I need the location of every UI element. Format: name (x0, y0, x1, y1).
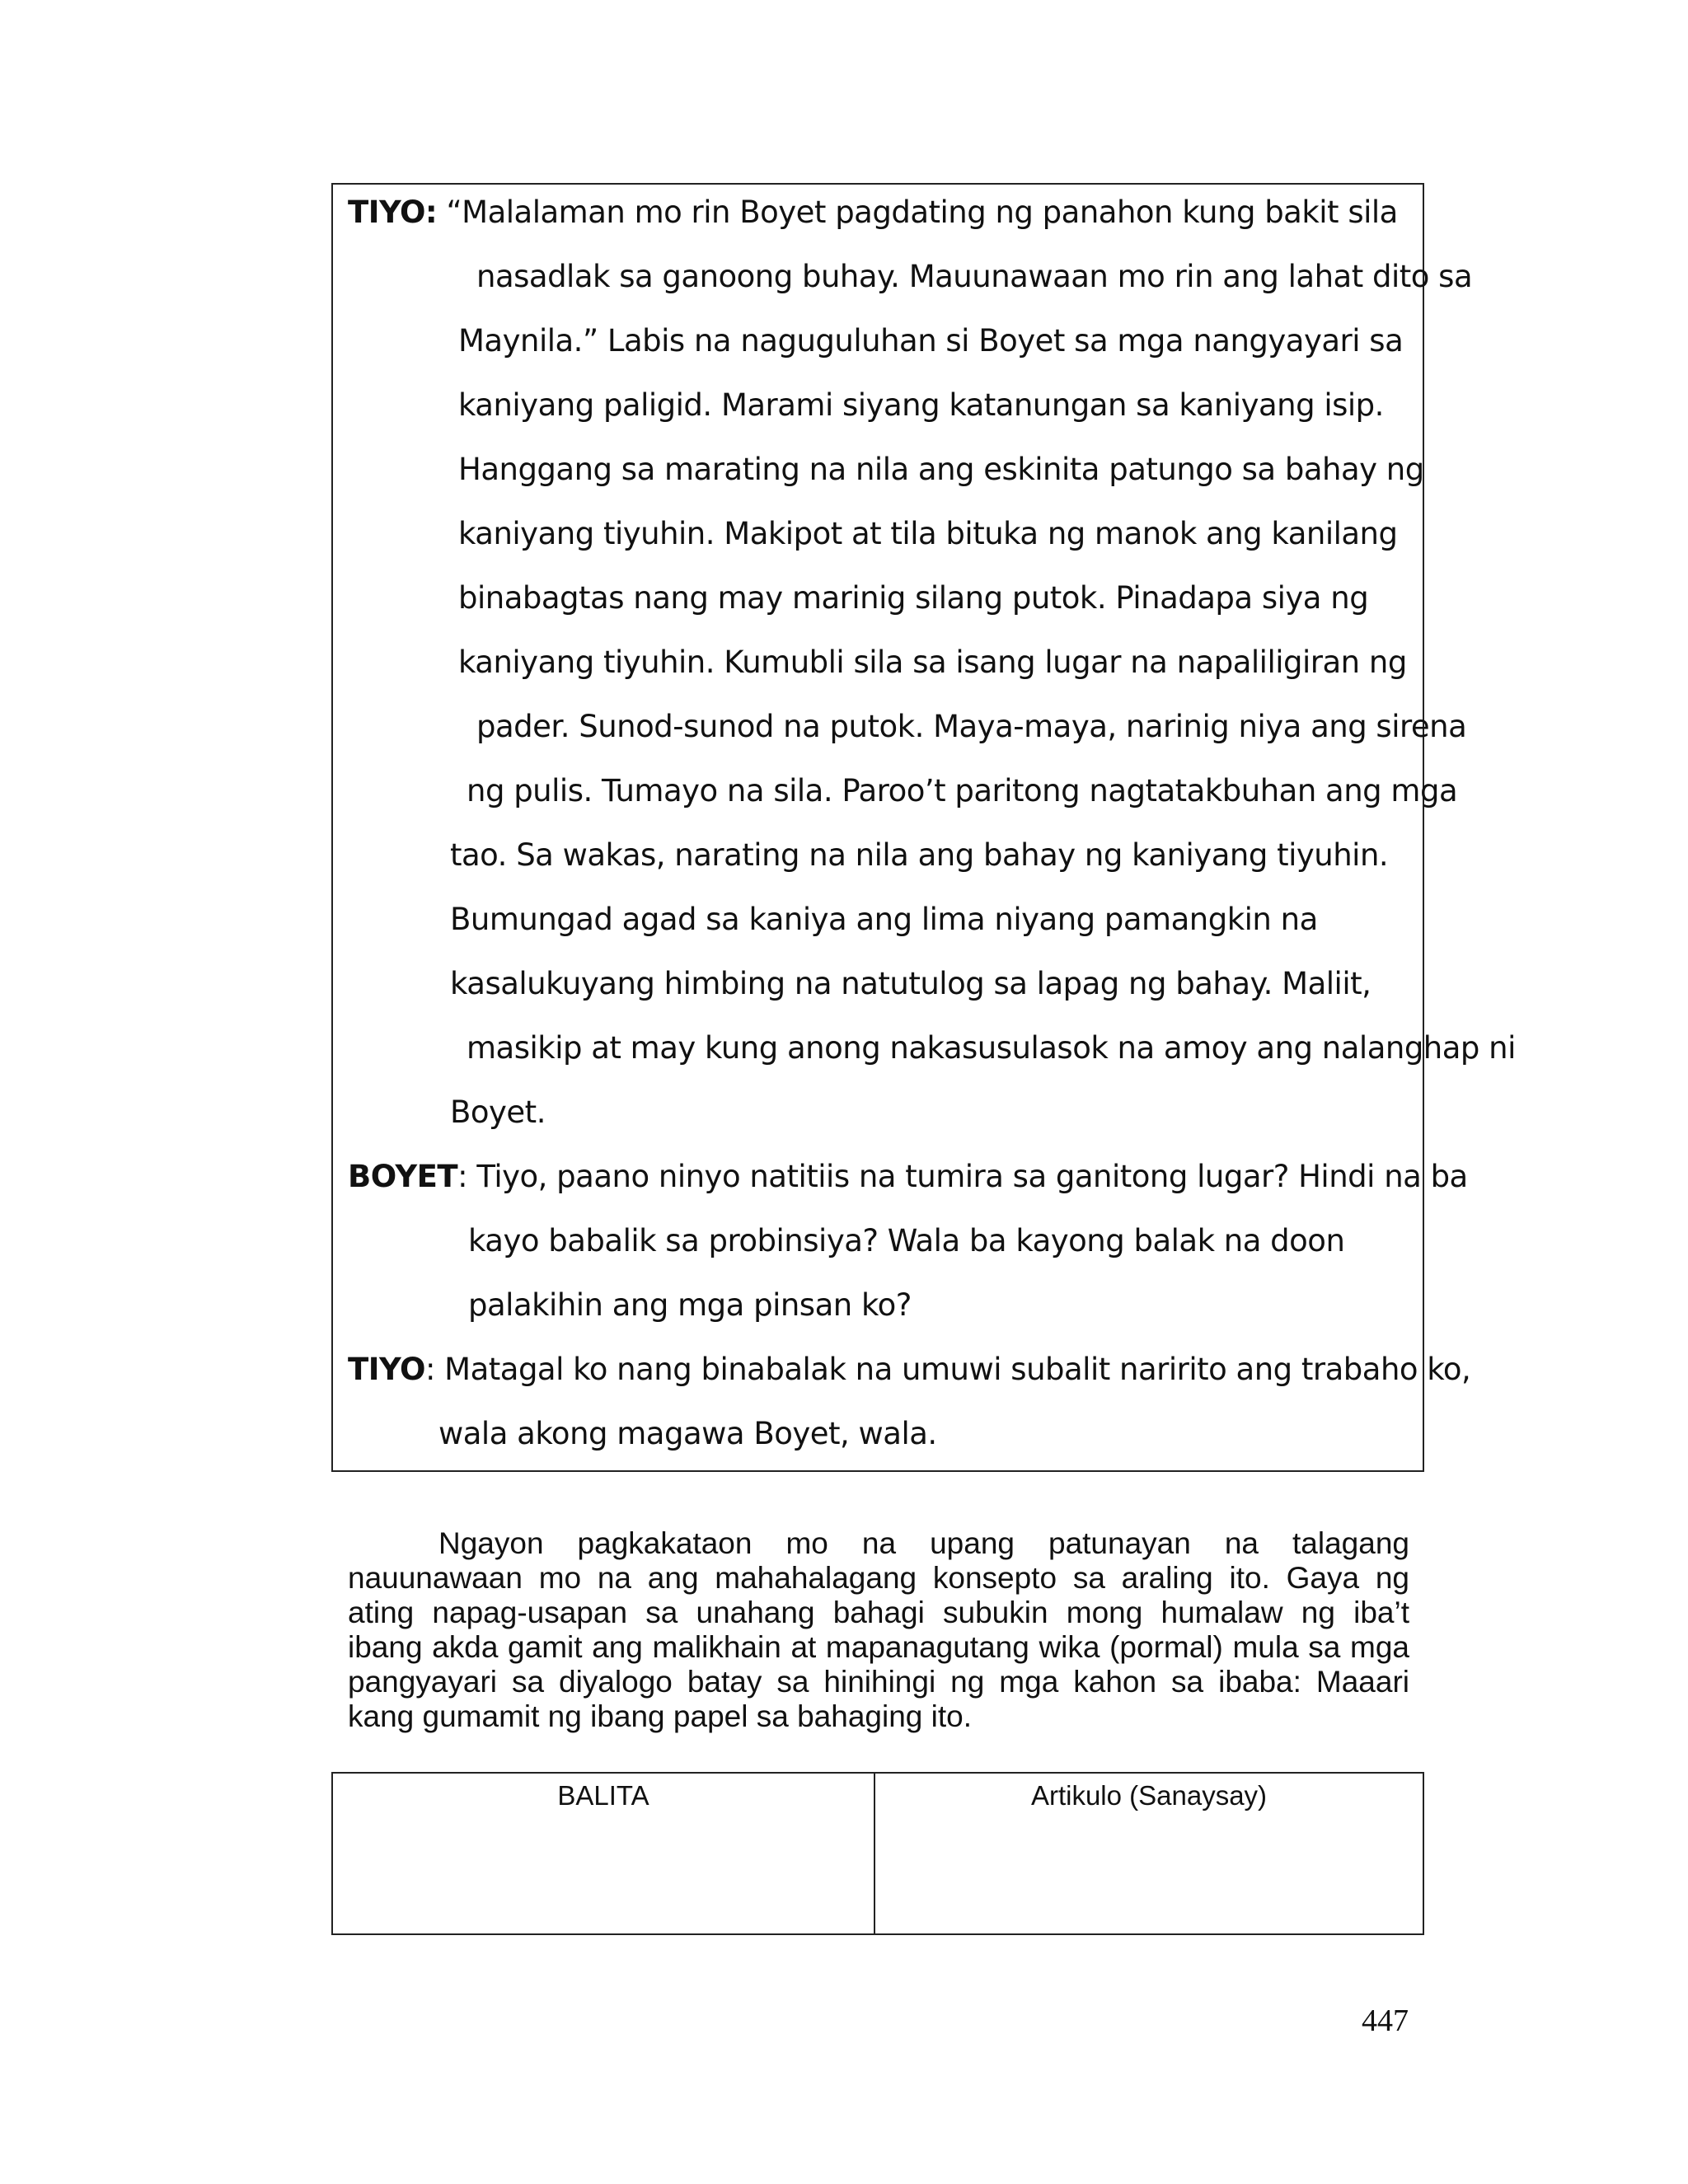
dialogue-line (458, 452, 1424, 488)
paragraph-line: ibang akda gamit ang malikhain at mapanagutang wika (pormal) mula sa mga (348, 1630, 1409, 1664)
dialogue-line (450, 902, 1318, 938)
dialogue-line (450, 966, 1371, 1002)
dialogue-line (467, 773, 1457, 809)
dialogue-text: palakihin ang mga pinsan ko? (468, 1287, 912, 1323)
dialogue-line (476, 259, 1472, 295)
dialogue-text: kaniyang tiyuhin. Kumubli sila sa isang lugar na napaliligiran ng (458, 644, 1407, 680)
dialogue-text: tao. Sa wakas, narating na nila ang bahay ng kaniyang tiyuhin. (450, 837, 1389, 873)
dialogue-line (450, 837, 1388, 874)
dialogue-line (458, 516, 1398, 552)
answer-table (331, 1772, 1424, 1935)
speaker-label: BOYET (348, 1159, 458, 1194)
dialogue-text: nasadlak sa ganoong buhay. Mauunawaan mo rin ang lahat dito sa (476, 259, 1473, 294)
dialogue-line (467, 1030, 1516, 1066)
dialogue-line (458, 644, 1407, 681)
balita-cell[interactable] (333, 1774, 875, 1933)
dialogue-line (438, 1416, 937, 1452)
dialogue-text: Bumungad agad sa kaniya ang lima niyang pamangkin na (450, 902, 1318, 937)
dialogue-text: Boyet. (450, 1094, 546, 1130)
paragraph-line: ating napag-usapan sa unahang bahagi subukin mong humalaw ng iba’t (348, 1596, 1409, 1629)
dialogue-text: Maynila.” Labis na naguguluhan si Boyet sa mga nangyayari sa (458, 323, 1404, 359)
paragraph-line: pangyayari sa diyalogo batay sa hinihingi ng mga kahon sa ibaba: Maaari (348, 1665, 1409, 1699)
dialogue-line (458, 580, 1368, 616)
dialogue-text: pader. Sunod-sunod na putok. Maya-maya, narinig niya ang sirena (476, 709, 1467, 744)
dialogue-text: masikip at may kung anong nakasusulasok na amoy ang nalanghap ni (467, 1030, 1516, 1066)
dialogue-text: kayo babalik sa probinsiya? Wala ba kayong balak na doon (468, 1223, 1345, 1258)
dialogue-line (476, 709, 1466, 745)
dialogue-line (348, 1352, 1470, 1388)
dialogue-line (450, 1094, 546, 1131)
dialogue-line (458, 323, 1403, 359)
dialogue-box (331, 183, 1516, 1472)
dialogue-line (458, 387, 1384, 424)
dialogue-text: binabagtas nang may marinig silang putok. Pinadapa siya ng (458, 580, 1369, 616)
paragraph-line: Ngayon pagkakataon mo na upang patunayan na talagang (438, 1526, 1409, 1560)
dialogue-text: ng pulis. Tumayo na sila. Paroo’t paritong nagtatakbuhan ang mga (467, 773, 1458, 808)
dialogue-line (348, 1159, 1468, 1195)
speaker-label: TIYO (348, 1352, 425, 1387)
dialogue-text: “Malalaman mo rin Boyet pagdating ng panahon kung bakit sila (437, 194, 1398, 230)
dialogue-line (468, 1287, 912, 1324)
instruction-paragraph (348, 1526, 1409, 1734)
dialogue-text: Hanggang sa marating na nila ang eskinita patungo sa bahay ng (458, 452, 1424, 487)
paragraph-line: nauunawaan mo na ang mahahalagang konsepto sa araling ito. Gaya ng (348, 1561, 1409, 1595)
dialogue-line (468, 1223, 1344, 1259)
artikulo-cell[interactable] (875, 1774, 1423, 1933)
dialogue-line (348, 194, 1398, 231)
dialogue-text: : Matagal ko nang binabalak na umuwi subalit naririto ang trabaho ko, (424, 1352, 1471, 1387)
dialogue-text: kasalukuyang himbing na natutulog sa lapag ng bahay. Maliit, (450, 966, 1372, 1001)
paragraph-line: kang gumamit ng ibang papel sa bahaging ito. (348, 1699, 972, 1733)
dialogue-text: : Tiyo, paano ninyo natitiis na tumira sa ganitong lugar? Hindi na ba (457, 1159, 1468, 1194)
table-header-balita: BALITA (557, 1780, 649, 1811)
speaker-label: TIYO: (348, 194, 438, 230)
dialogue-text: kaniyang tiyuhin. Makipot at tila bituka ng manok ang kanilang (458, 516, 1398, 551)
page-number: 447 (1362, 2004, 1409, 2038)
dialogue-text: wala akong magawa Boyet, wala. (438, 1416, 937, 1451)
table-header-artikulo: Artikulo (Sanaysay) (1030, 1780, 1268, 1811)
dialogue-text: kaniyang paligid. Marami siyang katanungan sa kaniyang isip. (458, 387, 1384, 423)
